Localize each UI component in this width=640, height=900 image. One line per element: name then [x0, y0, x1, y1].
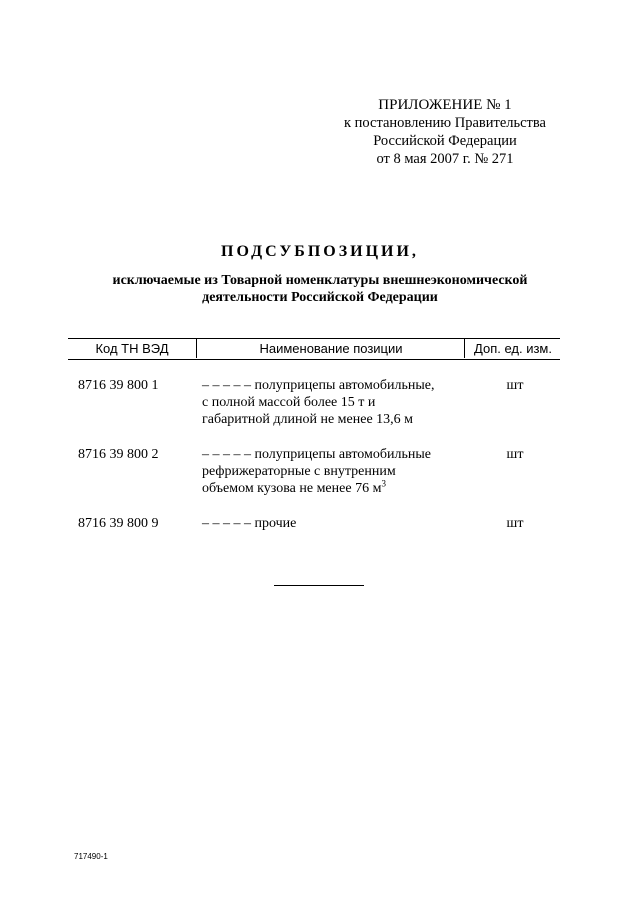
appendix-line-3: от 8 мая 2007 г. № 271	[376, 151, 514, 167]
appendix-line-2: Российской Федерации	[373, 133, 517, 149]
row-unit: шт	[506, 516, 524, 531]
superscript-exponent: 3	[381, 478, 386, 489]
row-unit: шт	[506, 447, 524, 462]
row-name-line: – – – – – полуприцепы автомобильные	[202, 447, 431, 462]
appendix-line-1: к постановлению Правительства	[344, 115, 546, 131]
document-heading	[0, 242, 640, 306]
document-footer-code: 717490-1	[74, 852, 108, 861]
appendix-title: ПРИЛОЖЕНИЕ № 1	[378, 97, 512, 113]
column-header-code: Код ТН ВЭД	[95, 341, 169, 356]
row-name-line: габаритной длиной не менее 13,6 м	[202, 412, 414, 427]
row-code: 8716 39 800 9	[78, 516, 159, 531]
row-unit: шт	[506, 378, 524, 393]
appendix-block	[330, 96, 560, 168]
column-header-unit: Доп. ед. изм.	[464, 339, 561, 358]
closing-separator-line	[274, 585, 364, 586]
row-name	[202, 446, 462, 497]
row-name-line: объемом кузова не менее 76 м	[202, 481, 382, 496]
table-header	[68, 338, 560, 360]
row-name	[202, 515, 462, 532]
row-name-line: рефрижераторные с внутренним	[202, 464, 396, 479]
heading-subtitle-2: деятельности Российской Федерации	[202, 290, 438, 305]
row-code: 8716 39 800 2	[78, 447, 159, 462]
row-name-line-with-superscript	[202, 480, 462, 497]
heading-subtitle-1: исключаемые из Товарной номенклатуры внешнеэкономической	[112, 273, 528, 288]
row-code: 8716 39 800 1	[78, 378, 159, 393]
row-name	[202, 377, 462, 428]
heading-title: ПОДСУБПОЗИЦИИ,	[221, 243, 419, 260]
row-name-line: – – – – – полуприцепы автомобильные,	[202, 378, 435, 393]
row-name-line: с полной массой более 15 т и	[202, 395, 376, 410]
column-header-name: Наименование позиции	[196, 339, 465, 358]
row-name-line: – – – – – прочие	[202, 516, 297, 531]
